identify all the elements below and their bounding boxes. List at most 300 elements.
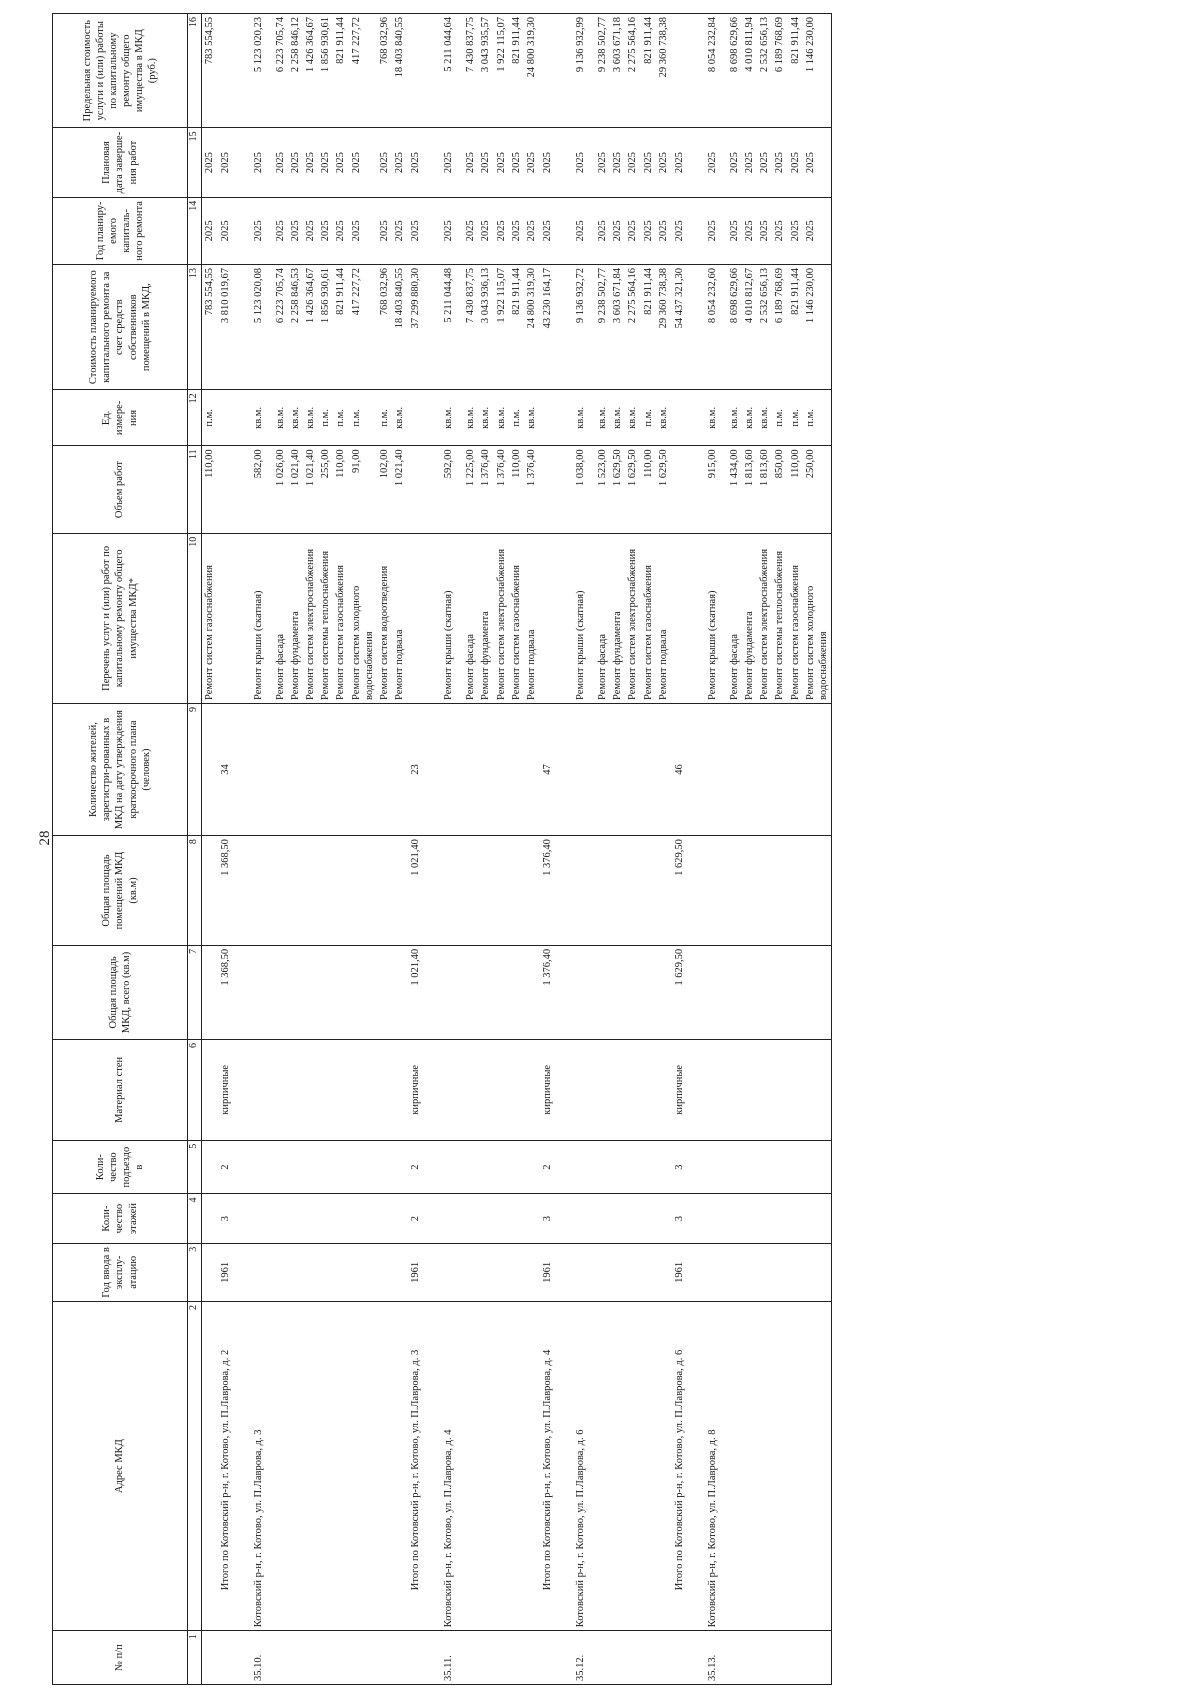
cost-cell: 3 043 936,13 (478, 264, 493, 389)
work-type-cell (407, 533, 426, 703)
column-number: 13 (188, 264, 202, 389)
row-number: 35.11. (426, 1631, 463, 1685)
cost-cell: 37 299 880,30 (407, 264, 426, 389)
cost-cell: 43 230 164,17 (539, 264, 558, 389)
work-type-cell: Ремонт фундамента (610, 533, 625, 703)
row-number (656, 1631, 671, 1685)
repair-year-cell: 2025 (595, 197, 610, 264)
total-area-cell (772, 945, 787, 1039)
completion-date-cell: 2025 (494, 128, 509, 197)
limit-cost-cell: 821 911,44 (788, 14, 803, 128)
work-type-cell (671, 533, 690, 703)
residents-cell (727, 703, 742, 835)
table-row (377, 14, 392, 1685)
residents-cell (318, 703, 333, 835)
address-cell: Итого по Котовский р-н, г. Котово, ул. П.Лаврова, д. 4 (539, 1301, 558, 1630)
residents-cell (610, 703, 625, 835)
wall-material-cell (478, 1039, 493, 1140)
limit-cost-cell: 1 922 115,07 (494, 14, 509, 128)
repair-year-cell: 2025 (656, 197, 671, 264)
address-row (558, 14, 595, 1685)
total-area-cell (641, 945, 656, 1039)
completion-date-cell: 2025 (558, 128, 595, 197)
unit-cell: п.м. (509, 390, 524, 446)
work-type-cell: Ремонт систем холодного водоснабжения (803, 533, 832, 703)
completion-date-cell: 2025 (201, 128, 217, 197)
total-area-cell (509, 945, 524, 1039)
work-type-cell: Ремонт систем водоотведения (377, 533, 392, 703)
address-cell (610, 1301, 625, 1630)
year-built-cell (558, 1243, 595, 1301)
limit-cost-cell: 5 211 044,64 (426, 14, 463, 128)
repair-year-cell: 2025 (641, 197, 656, 264)
unit-cell: кв.м. (610, 390, 625, 446)
limit-cost-cell: 9 136 932,99 (558, 14, 595, 128)
floors-cell (727, 1194, 742, 1243)
column-number: 4 (188, 1194, 202, 1243)
unit-cell: п.м. (803, 390, 832, 446)
year-built-cell (625, 1243, 640, 1301)
table-header (53, 14, 202, 1685)
floors-cell: 3 (539, 1194, 558, 1243)
residents-cell (595, 703, 610, 835)
total-row (407, 14, 426, 1685)
premises-area-cell (610, 836, 625, 946)
wall-material-cell (392, 1039, 407, 1140)
address-cell (463, 1301, 478, 1630)
floors-cell (273, 1194, 288, 1243)
work-type-cell: Ремонт систем электроснабжения (494, 533, 509, 703)
floors-cell (463, 1194, 478, 1243)
row-number (288, 1631, 303, 1685)
limit-cost-cell: 5 123 020,23 (236, 14, 273, 128)
column-header: Перечень услуг и (или) работ по капитальному ремонту общего имущества МКД* (53, 533, 188, 703)
repair-year-cell: 2025 (303, 197, 318, 264)
unit-cell: кв.м. (426, 390, 463, 446)
column-number: 10 (188, 533, 202, 703)
premises-area-cell (727, 836, 742, 946)
entrances-cell (288, 1140, 303, 1194)
repair-year-cell: 2025 (772, 197, 787, 264)
cost-cell: 5 211 044,48 (426, 264, 463, 389)
repair-year-cell: 2025 (478, 197, 493, 264)
table-row (757, 14, 772, 1685)
residents-cell (273, 703, 288, 835)
residents-cell: 46 (671, 703, 690, 835)
residents-cell (509, 703, 524, 835)
completion-date-cell: 2025 (318, 128, 333, 197)
limit-cost-cell: 29 360 738,38 (656, 14, 671, 128)
floors-cell (524, 1194, 539, 1243)
completion-date-cell: 2025 (788, 128, 803, 197)
entrances-cell (524, 1140, 539, 1194)
column-number: 6 (188, 1039, 202, 1140)
work-type-cell: Ремонт систем холодного водоснабжения (349, 533, 377, 703)
volume-cell: 850,00 (772, 446, 787, 533)
address-row (690, 14, 727, 1685)
total-area-cell (478, 945, 493, 1039)
total-row (539, 14, 558, 1685)
completion-date-cell: 2025 (641, 128, 656, 197)
residents-cell (303, 703, 318, 835)
repair-year-cell: 2025 (625, 197, 640, 264)
limit-cost-cell: 7 430 837,75 (463, 14, 478, 128)
repair-year-cell: 2025 (349, 197, 377, 264)
unit-cell: кв.м. (595, 390, 610, 446)
premises-area-cell (494, 836, 509, 946)
address-cell: Котовский р-н, г. Котово, ул. П.Лаврова, д. 8 (690, 1301, 727, 1630)
work-type-cell: Ремонт системы теплоснабжения (318, 533, 333, 703)
work-type-cell: Ремонт фундамента (742, 533, 757, 703)
total-area-cell (463, 945, 478, 1039)
address-row (426, 14, 463, 1685)
row-number (727, 1631, 742, 1685)
premises-area-cell (656, 836, 671, 946)
entrances-cell: 2 (217, 1140, 236, 1194)
unit-cell (407, 390, 426, 446)
unit-cell: п.м. (377, 390, 392, 446)
address-cell (494, 1301, 509, 1630)
entrances-cell (625, 1140, 640, 1194)
volume-cell: 91,00 (349, 446, 377, 533)
completion-date-cell: 2025 (595, 128, 610, 197)
floors-cell (392, 1194, 407, 1243)
column-header: № п/п (53, 1631, 188, 1685)
floors-cell (377, 1194, 392, 1243)
completion-date-cell: 2025 (803, 128, 832, 197)
wall-material-cell (772, 1039, 787, 1140)
total-area-cell (349, 945, 377, 1039)
table-row (803, 14, 832, 1685)
completion-date-cell: 2025 (303, 128, 318, 197)
entrances-cell (742, 1140, 757, 1194)
limit-cost-cell: 1 146 230,00 (803, 14, 832, 128)
completion-date-cell: 2025 (333, 128, 348, 197)
wall-material-cell (625, 1039, 640, 1140)
address-cell (595, 1301, 610, 1630)
entrances-cell (803, 1140, 832, 1194)
repair-year-cell: 2025 (426, 197, 463, 264)
volume-cell: 1 523,00 (595, 446, 610, 533)
floors-cell (595, 1194, 610, 1243)
completion-date-cell: 2025 (524, 128, 539, 197)
cost-cell: 54 437 321,30 (671, 264, 690, 389)
column-number-row (188, 14, 202, 1685)
residents-cell (742, 703, 757, 835)
work-type-cell: Ремонт фасада (463, 533, 478, 703)
unit-cell: кв.м. (742, 390, 757, 446)
completion-date-cell: 2025 (742, 128, 757, 197)
address-cell: Итого по Котовский р-н, г. Котово, ул. П.Лаврова, д. 6 (671, 1301, 690, 1630)
wall-material-cell (558, 1039, 595, 1140)
volume-cell: 1 376,40 (494, 446, 509, 533)
total-area-cell (610, 945, 625, 1039)
repair-year-cell: 2025 (494, 197, 509, 264)
limit-cost-cell (407, 14, 426, 128)
volume-cell (539, 446, 558, 533)
wall-material-cell (288, 1039, 303, 1140)
limit-cost-cell: 783 554,55 (201, 14, 217, 128)
column-number: 8 (188, 836, 202, 946)
year-built-cell: 1961 (407, 1243, 426, 1301)
wall-material-cell (690, 1039, 727, 1140)
column-number: 1 (188, 1631, 202, 1685)
year-built-cell (303, 1243, 318, 1301)
limit-cost-cell: 2 258 846,12 (288, 14, 303, 128)
table-row (478, 14, 493, 1685)
wall-material-cell (201, 1039, 217, 1140)
completion-date-cell: 2025 (407, 128, 426, 197)
cost-cell: 29 360 738,38 (656, 264, 671, 389)
column-number: 7 (188, 945, 202, 1039)
residents-cell (333, 703, 348, 835)
residents-cell (236, 703, 273, 835)
work-type-cell (539, 533, 558, 703)
wall-material-cell (641, 1039, 656, 1140)
table-row (772, 14, 787, 1685)
total-area-cell: 1 021,40 (407, 945, 426, 1039)
column-header: Общая площадь помещений МКД (кв.м) (53, 836, 188, 946)
volume-cell: 1 434,00 (727, 446, 742, 533)
rotated-page (52, 13, 1190, 1685)
year-built-cell (742, 1243, 757, 1301)
column-number: 2 (188, 1301, 202, 1630)
repair-year-cell: 2025 (539, 197, 558, 264)
floors-cell (426, 1194, 463, 1243)
premises-area-cell (788, 836, 803, 946)
cost-cell: 6 223 705,74 (273, 264, 288, 389)
volume-cell: 1 813,60 (757, 446, 772, 533)
completion-date-cell: 2025 (217, 128, 236, 197)
table-row (595, 14, 610, 1685)
year-built-cell (349, 1243, 377, 1301)
cost-cell: 8 054 232,60 (690, 264, 727, 389)
unit-cell: п.м. (641, 390, 656, 446)
premises-area-cell (478, 836, 493, 946)
completion-date-cell: 2025 (757, 128, 772, 197)
premises-area-cell (377, 836, 392, 946)
total-area-cell (494, 945, 509, 1039)
limit-cost-cell: 3 043 935,57 (478, 14, 493, 128)
repair-year-cell: 2025 (236, 197, 273, 264)
volume-cell: 1 813,60 (742, 446, 757, 533)
address-cell (318, 1301, 333, 1630)
unit-cell: кв.м. (273, 390, 288, 446)
completion-date-cell: 2025 (625, 128, 640, 197)
work-type-cell: Ремонт систем электроснабжения (303, 533, 318, 703)
cost-cell: 2 258 846,53 (288, 264, 303, 389)
table-row (509, 14, 524, 1685)
floors-cell (803, 1194, 832, 1243)
wall-material-cell (742, 1039, 757, 1140)
row-number (463, 1631, 478, 1685)
address-cell (303, 1301, 318, 1630)
premises-area-cell (288, 836, 303, 946)
unit-cell (217, 390, 236, 446)
wall-material-cell (303, 1039, 318, 1140)
year-built-cell (595, 1243, 610, 1301)
entrances-cell (377, 1140, 392, 1194)
volume-cell: 1 225,00 (463, 446, 478, 533)
premises-area-cell (509, 836, 524, 946)
limit-cost-cell: 18 403 840,55 (392, 14, 407, 128)
floors-cell (288, 1194, 303, 1243)
premises-area-cell (303, 836, 318, 946)
floors-cell (478, 1194, 493, 1243)
floors-cell: 3 (671, 1194, 690, 1243)
total-area-cell (333, 945, 348, 1039)
work-type-cell: Ремонт фундамента (478, 533, 493, 703)
entrances-cell (641, 1140, 656, 1194)
repair-year-cell: 2025 (742, 197, 757, 264)
table-row (288, 14, 303, 1685)
entrances-cell (656, 1140, 671, 1194)
wall-material-cell (656, 1039, 671, 1140)
unit-cell: кв.м. (478, 390, 493, 446)
row-number (392, 1631, 407, 1685)
row-number (757, 1631, 772, 1685)
cost-cell: 1 856 930,61 (318, 264, 333, 389)
entrances-cell (595, 1140, 610, 1194)
column-number: 15 (188, 128, 202, 197)
table-row (610, 14, 625, 1685)
year-built-cell (478, 1243, 493, 1301)
cost-cell: 821 911,44 (509, 264, 524, 389)
limit-cost-cell (671, 14, 690, 128)
cost-cell: 2 275 564,16 (625, 264, 640, 389)
work-type-cell: Ремонт крыши (скатная) (236, 533, 273, 703)
floors-cell (656, 1194, 671, 1243)
wall-material-cell (333, 1039, 348, 1140)
unit-cell: кв.м. (303, 390, 318, 446)
completion-date-cell: 2025 (426, 128, 463, 197)
completion-date-cell: 2025 (690, 128, 727, 197)
row-number (407, 1631, 426, 1685)
residents-cell (463, 703, 478, 835)
wall-material-cell: кирпичные (671, 1039, 690, 1140)
premises-area-cell: 1 021,40 (407, 836, 426, 946)
cost-cell: 5 123 020,08 (236, 264, 273, 389)
column-number: 3 (188, 1243, 202, 1301)
repair-year-cell: 2025 (217, 197, 236, 264)
entrances-cell (610, 1140, 625, 1194)
address-cell (349, 1301, 377, 1630)
row-number (772, 1631, 787, 1685)
row-number (524, 1631, 539, 1685)
year-built-cell (690, 1243, 727, 1301)
premises-area-cell (803, 836, 832, 946)
address-cell (656, 1301, 671, 1630)
column-header: Общая площадь МКД, всего (кв.м) (53, 945, 188, 1039)
year-built-cell (426, 1243, 463, 1301)
address-cell: Котовский р-н, г. Котово, ул. П.Лаврова, д. 4 (426, 1301, 463, 1630)
wall-material-cell (524, 1039, 539, 1140)
limit-cost-cell: 2 532 656,13 (757, 14, 772, 128)
repair-year-cell: 2025 (273, 197, 288, 264)
entrances-cell (757, 1140, 772, 1194)
floors-cell (788, 1194, 803, 1243)
year-built-cell (524, 1243, 539, 1301)
volume-cell (407, 446, 426, 533)
floors-cell (625, 1194, 640, 1243)
total-area-cell: 1 368,50 (217, 945, 236, 1039)
limit-cost-cell: 9 238 502,77 (595, 14, 610, 128)
wall-material-cell: кирпичные (407, 1039, 426, 1140)
repair-year-cell: 2025 (558, 197, 595, 264)
row-number (509, 1631, 524, 1685)
volume-cell: 915,00 (690, 446, 727, 533)
table-row (349, 14, 377, 1685)
completion-date-cell: 2025 (671, 128, 690, 197)
column-number: 9 (188, 703, 202, 835)
work-type-cell: Ремонт систем электроснабжения (625, 533, 640, 703)
table-row (333, 14, 348, 1685)
year-built-cell (727, 1243, 742, 1301)
work-type-cell (217, 533, 236, 703)
page-number: 28 (37, 830, 53, 846)
wall-material-cell (426, 1039, 463, 1140)
unit-cell: п.м. (788, 390, 803, 446)
cost-cell: 768 032,96 (377, 264, 392, 389)
row-number (610, 1631, 625, 1685)
completion-date-cell: 2025 (727, 128, 742, 197)
address-cell (524, 1301, 539, 1630)
row-number: 35.13. (690, 1631, 727, 1685)
cost-cell: 417 227,72 (349, 264, 377, 389)
floors-cell (772, 1194, 787, 1243)
volume-cell: 102,00 (377, 446, 392, 533)
table-row (318, 14, 333, 1685)
premises-area-cell (690, 836, 727, 946)
volume-cell: 1 376,40 (524, 446, 539, 533)
header-row (53, 14, 188, 1685)
volume-cell: 250,00 (803, 446, 832, 533)
unit-cell (671, 390, 690, 446)
premises-area-cell (333, 836, 348, 946)
floors-cell: 2 (407, 1194, 426, 1243)
year-built-cell (788, 1243, 803, 1301)
unit-cell: кв.м. (236, 390, 273, 446)
row-number (788, 1631, 803, 1685)
column-header: Ед. измере-ния (53, 390, 188, 446)
total-area-cell (273, 945, 288, 1039)
cost-cell: 6 189 768,69 (772, 264, 787, 389)
volume-cell: 110,00 (201, 446, 217, 533)
floors-cell (303, 1194, 318, 1243)
limit-cost-cell: 1 426 364,67 (303, 14, 318, 128)
row-number (349, 1631, 377, 1685)
year-built-cell (273, 1243, 288, 1301)
address-cell: Итого по Котовский р-н, г. Котово, ул. П.Лаврова, д. 2 (217, 1301, 236, 1630)
year-built-cell: 1961 (671, 1243, 690, 1301)
residents-cell: 23 (407, 703, 426, 835)
address-cell (757, 1301, 772, 1630)
column-number: 14 (188, 197, 202, 264)
total-area-cell (426, 945, 463, 1039)
year-built-cell (463, 1243, 478, 1301)
limit-cost-cell: 24 800 319,30 (524, 14, 539, 128)
column-header: Предельная стоимость услуги и (или) работы по капитальному ремонту общего имущества в МКД (руб.) (53, 14, 188, 128)
work-type-cell: Ремонт систем газоснабжения (641, 533, 656, 703)
residents-cell (656, 703, 671, 835)
wall-material-cell (595, 1039, 610, 1140)
column-header: Количество жителей, зарегистри-рованных в МКД на дату утверждения краткосрочного плана (человек) (53, 703, 188, 835)
wall-material-cell (803, 1039, 832, 1140)
work-type-cell: Ремонт подвала (392, 533, 407, 703)
wall-material-cell (788, 1039, 803, 1140)
completion-date-cell: 2025 (509, 128, 524, 197)
table-body (201, 14, 831, 1685)
